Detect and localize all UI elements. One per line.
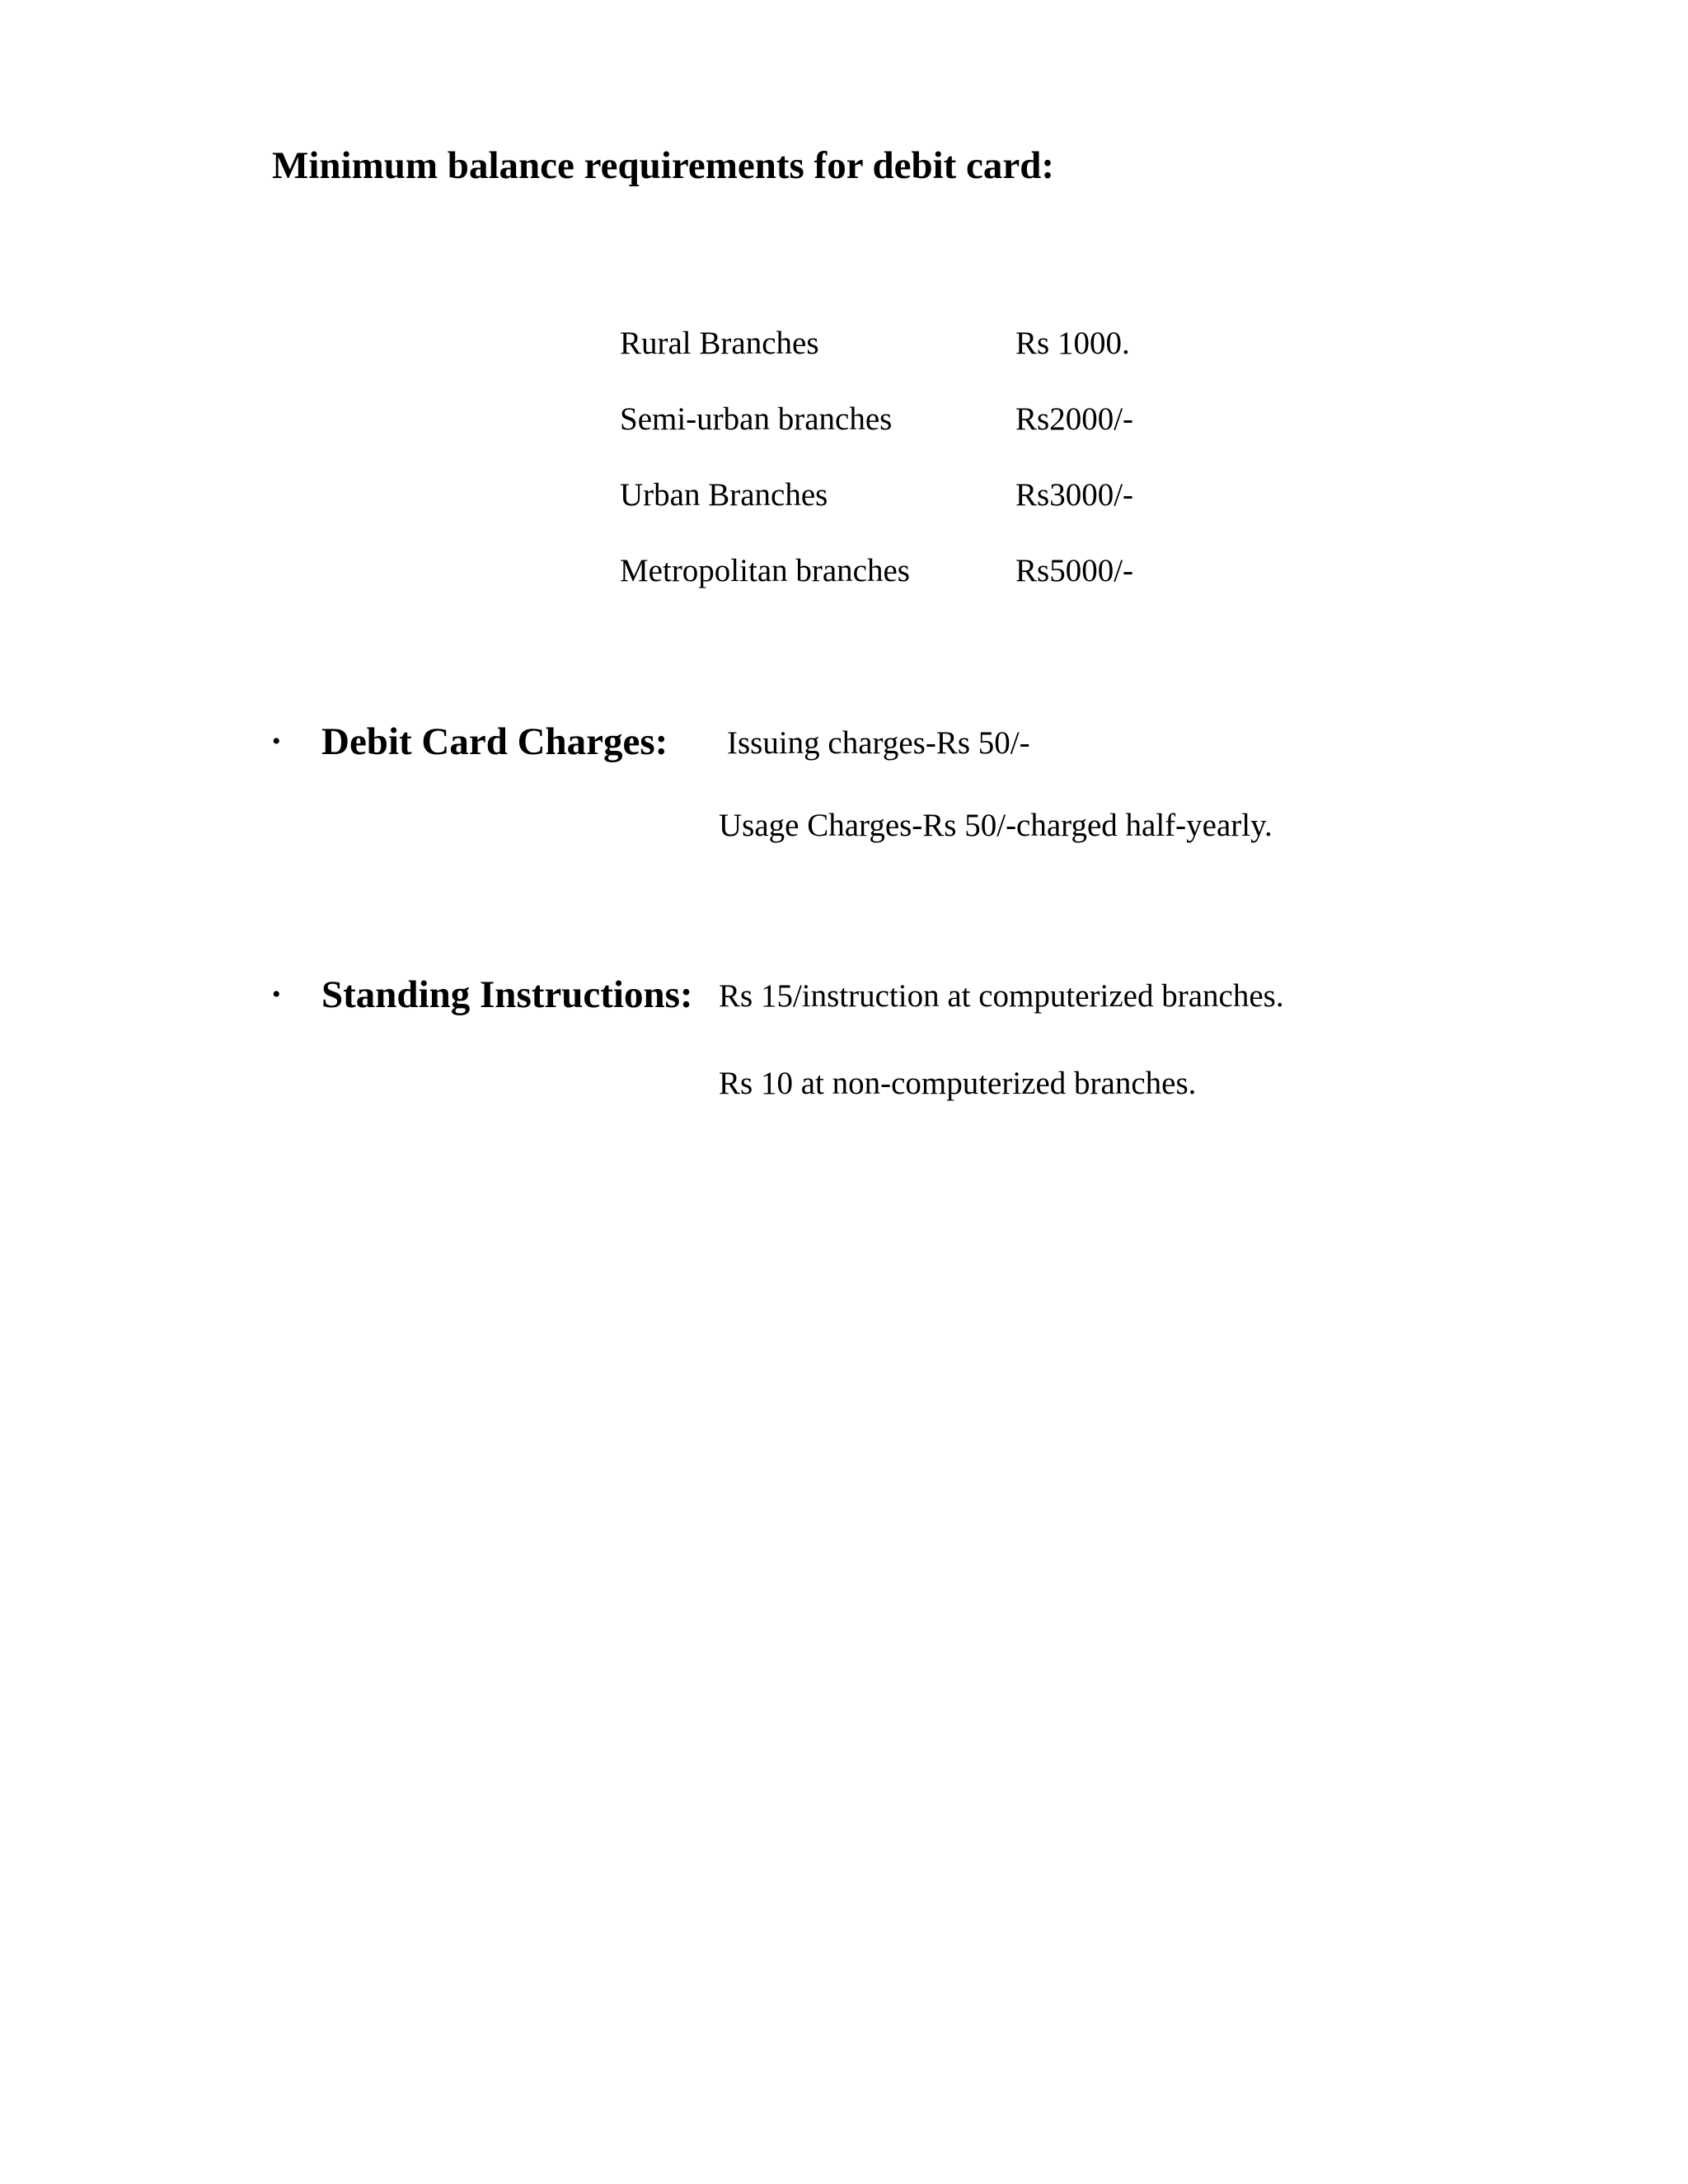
balance-row-metropolitan [620,555,1197,630]
branch-label: Rural Branches [620,326,819,361]
debit-card-charges-title: Debit Card Charges: [321,720,668,763]
branch-label: Metropolitan branches [620,553,910,588]
branch-label: Semi-urban branches [620,401,893,437]
balance-amount: Rs2000/- [1015,401,1134,437]
balance-amount: Rs5000/- [1015,553,1134,588]
usage-charges-text: Usage Charges-Rs 50/-charged half-yearly. [719,808,1273,843]
standing-instructions-title: Standing Instructions: [321,973,693,1016]
minimum-balance-table [620,327,1197,630]
computerized-branches-text: Rs 15/instruction at computerized branches. [719,978,1284,1014]
branch-label: Urban Branches [620,477,828,513]
bullet-icon: • [272,728,281,755]
non-computerized-branches-text: Rs 10 at non-computerized branches. [719,1066,1197,1101]
bullet-icon: • [272,981,281,1008]
page-heading: Minimum balance requirements for debit card: [272,144,1055,187]
balance-row-rural [620,327,1197,403]
balance-amount: Rs3000/- [1015,477,1134,513]
balance-amount: Rs 1000. [1015,326,1130,361]
balance-row-semi-urban [620,403,1197,479]
issuing-charges-text: Issuing charges-Rs 50/- [727,725,1030,761]
balance-row-urban [620,479,1197,555]
